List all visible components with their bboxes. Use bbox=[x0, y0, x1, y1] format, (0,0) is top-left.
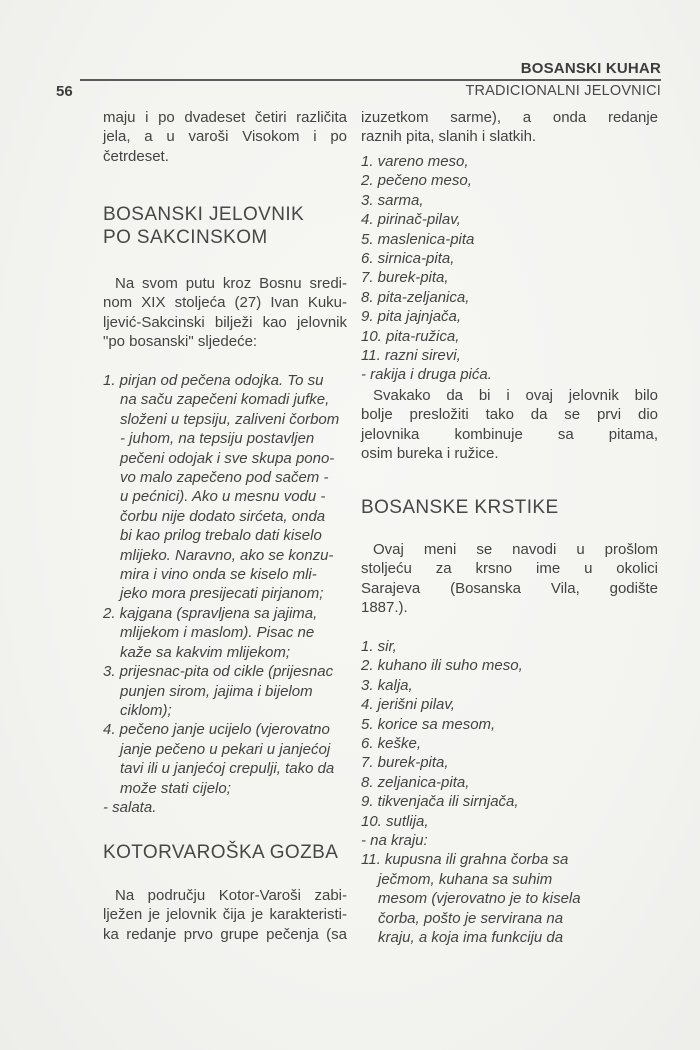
text-line: - na kraju: bbox=[361, 832, 428, 850]
text-line: jeko mora presijecati pirjanom; bbox=[120, 585, 324, 603]
text-line: može stati cijelo; bbox=[120, 779, 231, 797]
text-line: jelovnika kombinuje sa pitama, bbox=[361, 425, 658, 443]
text-line: 7. burek-pita, bbox=[361, 754, 449, 772]
text-line: 2. pečeno meso, bbox=[361, 172, 472, 190]
text-line: ka redanje prvo grupe pečenja (sa bbox=[103, 925, 347, 943]
menu-list-item bbox=[361, 637, 658, 656]
menu-list-item bbox=[361, 773, 658, 792]
text-line: Ovaj meni se navodi u prošlom bbox=[373, 541, 658, 558]
text-line: 11. kupusna ili grahna čorba sa bbox=[361, 851, 569, 869]
text-line: čorba, pošto je servirana na bbox=[378, 909, 564, 927]
text-line: 2. kajgana (spravljena sa jajima, bbox=[103, 604, 318, 622]
text-line: ječmom, kuhana sa suhim bbox=[378, 870, 553, 888]
text-line: na saču zapečeni komadi jufke, bbox=[120, 391, 330, 409]
text-line: 1. sir, bbox=[361, 638, 397, 655]
text-line: ljević-Sakcinski bilježi kao jelovnik bbox=[103, 313, 347, 331]
menu-list-item bbox=[103, 371, 347, 604]
menu-list-item bbox=[361, 812, 658, 831]
text-line: punjen sirom, jajima i bijelom bbox=[120, 682, 313, 700]
text-line: 11. razni sirevi, bbox=[361, 347, 461, 365]
menu-list-item bbox=[361, 850, 658, 947]
text-line: jela, a u varoši Visokom i po bbox=[103, 128, 347, 146]
book-title: BOSANSKI KUHAR bbox=[520, 60, 661, 77]
heading-bosanski-jelovnik-po-sakcinskom bbox=[103, 203, 347, 249]
menu-list-item bbox=[361, 831, 658, 850]
text-line: BOSANSKE KRSTIKE bbox=[361, 497, 559, 518]
text-line: 9. tikvenjača ili sirnjača, bbox=[361, 793, 519, 811]
text-line: ciklom); bbox=[120, 701, 172, 719]
text-line: maju i po dvadeset četiri različita bbox=[103, 109, 347, 126]
text-line: 1. pirjan od pečena odojka. To su bbox=[103, 372, 324, 389]
text-line: 4. jerišni pilav, bbox=[361, 696, 455, 714]
text-line: 2. kuhano ili suho meso, bbox=[361, 657, 523, 675]
heading-bosanske-krstike bbox=[361, 496, 658, 519]
menu-list-item bbox=[361, 230, 658, 249]
paragraph-svakako bbox=[361, 386, 658, 464]
page-number: 56 bbox=[56, 83, 73, 100]
text-line: raznih pita, slanih i slatkih. bbox=[361, 128, 537, 146]
menu-list-item bbox=[361, 210, 658, 229]
text-line: kaže sa kakvim mlijekom; bbox=[120, 643, 291, 661]
text-line: četrdeset. bbox=[103, 147, 169, 165]
text-line: bi kao prilog trebalo dati kiselo bbox=[120, 527, 322, 545]
text-line: "po bosanski" sljedeće: bbox=[103, 333, 258, 351]
text-line: nom XIX stoljeća (27) Ivan Kuku- bbox=[103, 294, 347, 312]
text-line: 5. korice sa mesom, bbox=[361, 715, 496, 733]
text-line: vo malo zapečeno pod sačem - bbox=[120, 469, 329, 487]
text-line: 3. kalja, bbox=[361, 676, 413, 694]
menu-list-kotorvaroski bbox=[361, 152, 658, 385]
text-line: tavi ili u janjećoj crepulji, tako da bbox=[120, 760, 335, 778]
menu-list-item bbox=[361, 753, 658, 772]
text-line: u pećnici). Ako u mesnu vodu - bbox=[120, 488, 326, 506]
text-line: stoljeću za krsno ime u okolici bbox=[361, 560, 658, 578]
text-line: 4. pirinač-pilav, bbox=[361, 211, 461, 229]
menu-list-item bbox=[361, 152, 658, 171]
text-line: Na svom putu kroz Bosnu sredi- bbox=[115, 275, 347, 292]
menu-list-item bbox=[103, 720, 347, 798]
text-line: čorbu nije dodato sirćeta, onda bbox=[120, 507, 326, 525]
continuation-paragraph bbox=[361, 108, 658, 147]
text-line: 6. sirnica-pita, bbox=[361, 250, 455, 268]
text-line: osim bureka i ružice. bbox=[361, 445, 499, 463]
text-line: mlijeko. Naravno, ako se konzu- bbox=[120, 546, 334, 564]
text-line: bolje presložiti tako da se prvi dio bbox=[361, 406, 658, 424]
text-line: lježen je jelovnik čija je karakteristi- bbox=[103, 906, 347, 924]
menu-list-item bbox=[361, 288, 658, 307]
menu-list-item bbox=[361, 268, 658, 287]
menu-list-item bbox=[361, 365, 658, 384]
text-line: 10. pita-ružica, bbox=[361, 327, 460, 345]
text-line: mlijekom i maslom). Pisac ne bbox=[120, 624, 315, 642]
paragraph-kotorvaroska bbox=[103, 886, 347, 944]
text-line: 9. pita jajnjača, bbox=[361, 308, 462, 326]
section-title: TRADICIONALNI JELOVNICI bbox=[465, 83, 661, 99]
text-line: 5. maslenica-pita bbox=[361, 230, 475, 248]
menu-list-item bbox=[361, 695, 658, 714]
text-line: 10. sutlija, bbox=[361, 812, 429, 830]
text-line: 6. keške, bbox=[361, 735, 422, 753]
menu-list-item bbox=[361, 191, 658, 210]
text-line: mira i vino onda se kiselo mli- bbox=[120, 566, 317, 584]
text-line: PO SAKCINSKOM bbox=[103, 227, 268, 248]
text-line: Na području Kotor-Varoši zabi- bbox=[115, 887, 347, 904]
text-line: mesom (vjerovatno je to kisela bbox=[378, 890, 581, 908]
text-line: 8. pita-zeljanica, bbox=[361, 288, 470, 306]
intro-paragraph bbox=[103, 108, 347, 166]
heading-kotorvaroska-gozba bbox=[103, 841, 347, 864]
text-line: 3. prijesnac-pita od cikle (prijesnac bbox=[103, 663, 334, 681]
menu-list-item bbox=[361, 307, 658, 326]
text-line: - salata. bbox=[103, 798, 157, 816]
text-line: 8. zeljanica-pita, bbox=[361, 773, 470, 791]
text-line: KOTORVAROŠKA GOZBA bbox=[103, 842, 339, 863]
text-line: Svakako da bi i ovaj jelovnik bilo bbox=[373, 387, 658, 404]
paragraph-sakcinski bbox=[103, 274, 347, 352]
left-column bbox=[103, 0, 347, 1050]
menu-list-item bbox=[361, 171, 658, 190]
menu-list-item bbox=[361, 734, 658, 753]
text-line: složeni u tepsiju, zaliveni čorbom bbox=[120, 410, 340, 428]
text-line: pečeni odojak i sve skupa pono- bbox=[120, 449, 335, 467]
text-line: 7. burek-pita, bbox=[361, 269, 449, 287]
menu-list-item bbox=[361, 656, 658, 675]
paragraph-krstike bbox=[361, 540, 658, 618]
menu-list-sakcinski bbox=[103, 371, 347, 817]
text-line: - juhom, na tepsiju postavljen bbox=[120, 430, 315, 448]
text-line: janje pečeno u pekari u janjećoj bbox=[120, 740, 331, 758]
menu-list-item bbox=[361, 676, 658, 695]
text-line: BOSANSKI JELOVNIK bbox=[103, 204, 305, 225]
menu-list-item bbox=[103, 798, 347, 817]
text-line: 1. vareno meso, bbox=[361, 153, 469, 170]
menu-list-item bbox=[361, 715, 658, 734]
text-line: 3. sarma, bbox=[361, 191, 424, 209]
menu-list-item bbox=[103, 604, 347, 662]
text-line: kraju, a koja ima funkciju da bbox=[378, 929, 564, 947]
menu-list-krstike bbox=[361, 637, 658, 948]
menu-list-item bbox=[361, 792, 658, 811]
text-line: 1887.). bbox=[361, 599, 408, 617]
text-line: Sarajeva (Bosanska Vila, godište bbox=[361, 579, 658, 597]
text-line: izuzetkom sarme), a onda redanje bbox=[361, 109, 658, 126]
menu-list-item bbox=[361, 346, 658, 365]
text-line: - rakija i druga pića. bbox=[361, 366, 492, 384]
right-column bbox=[361, 0, 658, 1050]
menu-list-item bbox=[361, 249, 658, 268]
menu-list-item bbox=[103, 662, 347, 720]
menu-list-item bbox=[361, 327, 658, 346]
text-line: 4. pečeno janje ucijelo (vjerovatno bbox=[103, 721, 330, 739]
